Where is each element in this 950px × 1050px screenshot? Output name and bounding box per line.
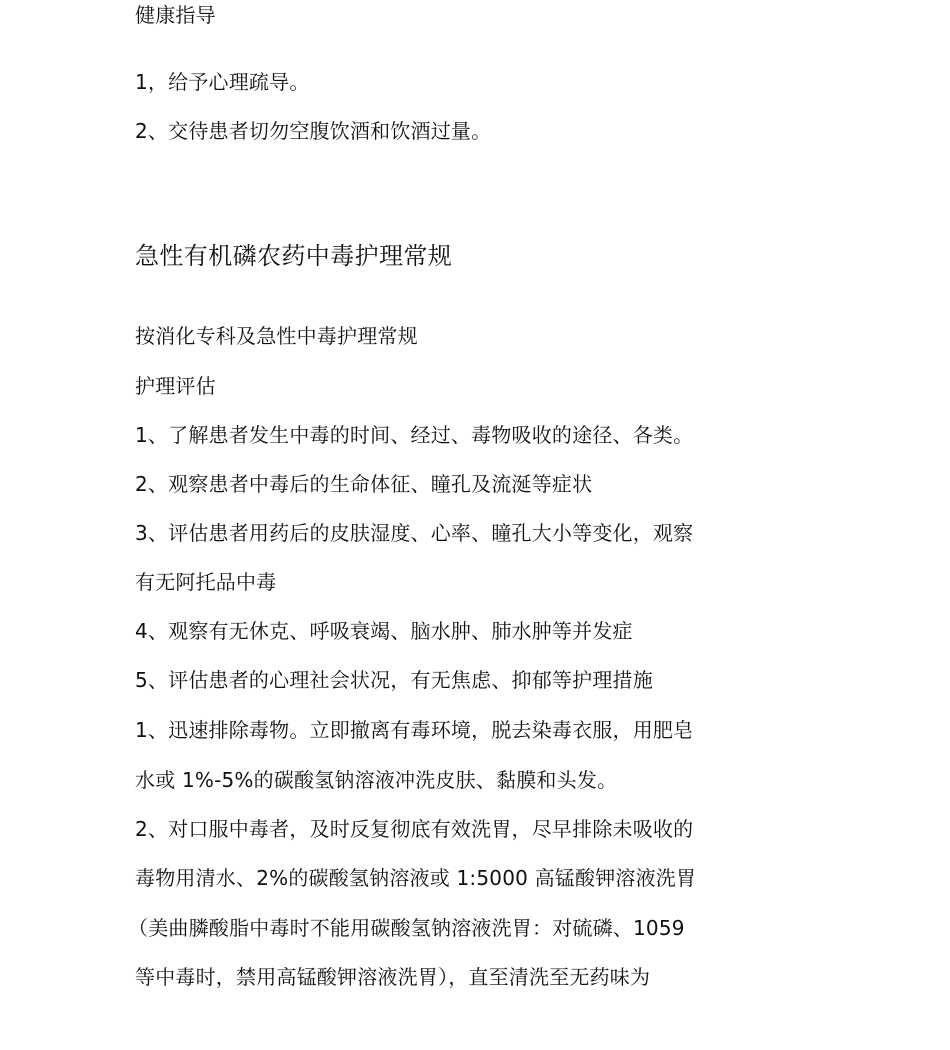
assessment-line-6: 5、评估患者的心理社会状况，有无焦虑、抑郁等护理措施	[135, 668, 653, 692]
measure-line-3: 2、对口服中毒者，及时反复彻底有效洗胃，尽早排除未吸收的	[135, 817, 694, 841]
health-guidance-item-1: 1，给予心理疏导。	[135, 70, 310, 94]
assessment-line-2: 2、观察患者中毒后的生命体征、瞳孔及流涎等症状	[135, 472, 593, 496]
measure-line-1: 1、迅速排除毒物。立即撤离有毒环境，脱去染毒衣服，用肥皂	[135, 718, 694, 742]
measure-line-2: 水或 1%-5%的碳酸氢钠溶液冲洗皮肤、黏膜和头发。	[135, 768, 618, 792]
assessment-line-3: 3、评估患者用药后的皮肤湿度、心率、瞳孔大小等变化，观察	[135, 521, 694, 545]
assessment-line-5: 4、观察有无休克、呼吸衰竭、脑水肿、肺水肿等并发症	[135, 619, 633, 643]
health-guidance-item-2: 2、交待患者切勿空腹饮酒和饮酒过量。	[135, 119, 492, 143]
measure-line-4: 毒物用清水、2%的碳酸氢钠溶液或 1:5000 高锰酸钾溶液洗胃	[135, 866, 697, 890]
health-guidance-heading: 健康指导	[135, 3, 216, 27]
section-intro: 按消化专科及急性中毒护理常规	[135, 324, 418, 348]
measure-line-6: 等中毒时，禁用高锰酸钾溶液洗胃），直至清洗至无药味为	[135, 965, 651, 989]
section-title: 急性有机磷农药中毒护理常规	[135, 242, 453, 270]
assessment-line-4: 有无阿托品中毒	[135, 570, 277, 594]
assessment-heading: 护理评估	[135, 374, 216, 398]
assessment-line-1: 1、了解患者发生中毒的时间、经过、毒物吸收的途径、各类。	[135, 423, 694, 447]
measure-line-5: （美曲膦酸脂中毒时不能用碳酸氢钠溶液洗胃：对硫磷、1059	[128, 916, 685, 940]
